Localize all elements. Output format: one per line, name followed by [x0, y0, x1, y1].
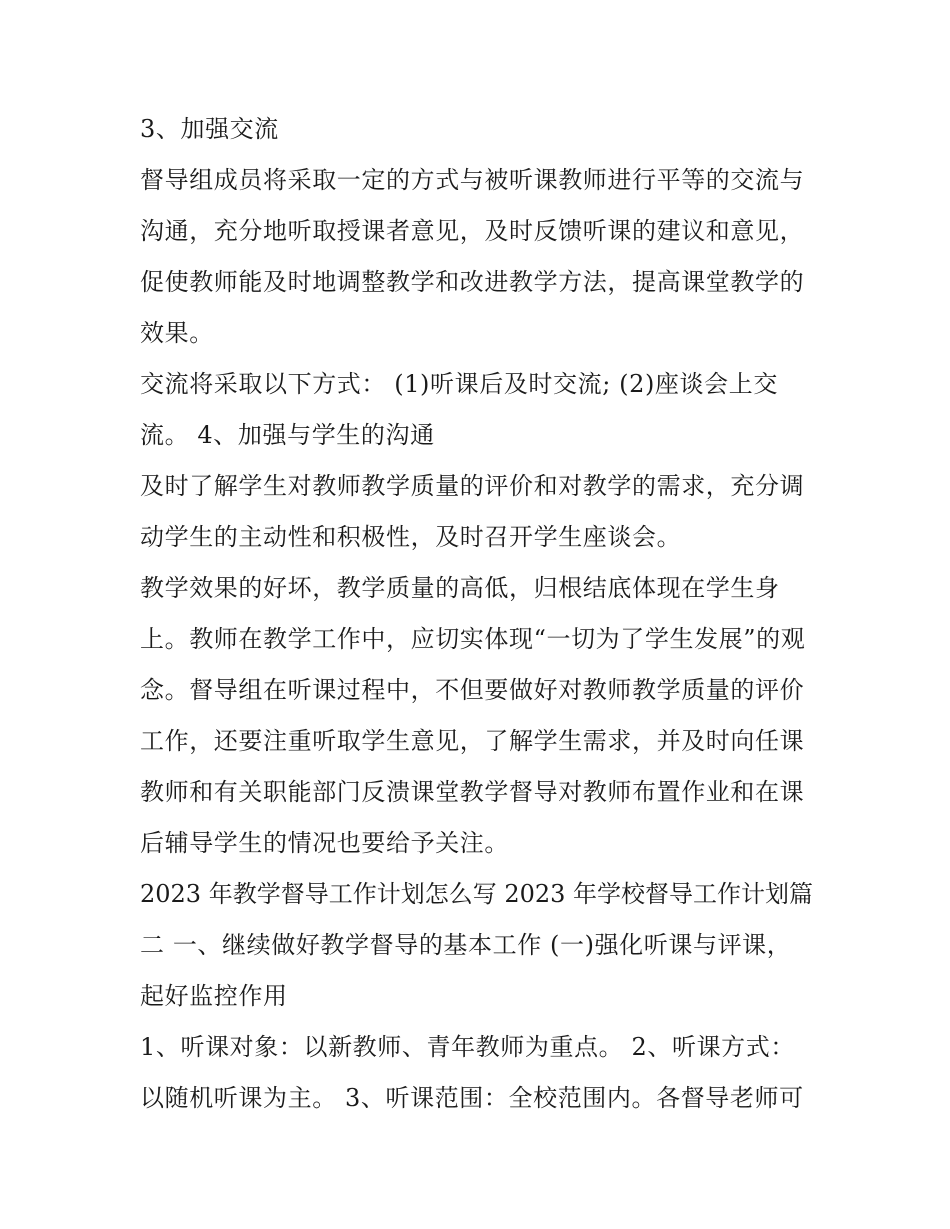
text-line: 后辅导学生的情况也要给予关注。 — [140, 829, 509, 857]
text-line: 教师和有关职能部门反溃课堂教学督导对教师布置作业和在课 — [140, 778, 805, 806]
text-line: 工作，还要注重听取学生意见，了解学生需求，并及时向任课 — [140, 727, 805, 755]
text-line: 教学效果的好坏，教学质量的高低，归根结底体现在学生身 — [140, 574, 780, 602]
text-line: 上。教师在教学工作中，应切实体现“一切为了学生发展”的观 — [140, 625, 806, 653]
text-line: 流。 4、加强与学生的沟通 — [140, 421, 435, 449]
text-line: 督导组成员将采取一定的方式与被听课教师进行平等的交流与 — [140, 166, 805, 194]
text-line: 效果。 — [140, 319, 214, 347]
text-line: 二 一、继续做好教学督导的基本工作 (一)强化听课与评课， — [140, 931, 792, 959]
text-line: 及时了解学生对教师教学质量的评价和对教学的需求，充分调 — [140, 472, 805, 500]
text-line: 3、加强交流 — [140, 115, 279, 143]
text-line: 动学生的主动性和积极性，及时召开学生座谈会。 — [140, 523, 682, 551]
text-line: 以随机听课为主。 3、听课范围：全校范围内。各督导老师可 — [140, 1084, 804, 1112]
text-line: 促使教师能及时地调整教学和改进教学方法，提高课堂教学的 — [140, 268, 805, 296]
text-line: 1、听课对象：以新教师、青年教师为重点。 2、听课方式： — [140, 1033, 795, 1061]
text-line: 沟通，充分地听取授课者意见，及时反馈听课的建议和意见， — [140, 217, 805, 245]
text-line: 2023 年教学督导工作计划怎么写 2023 年学校督导工作计划篇 — [140, 880, 814, 908]
text-line: 交流将采取以下方式： (1)听课后及时交流; (2)座谈会上交 — [140, 370, 778, 398]
text-line: 念。督导组在听课过程中，不但要做好对教师教学质量的评价 — [140, 676, 805, 704]
text-line: 起好监控作用 — [140, 982, 288, 1010]
